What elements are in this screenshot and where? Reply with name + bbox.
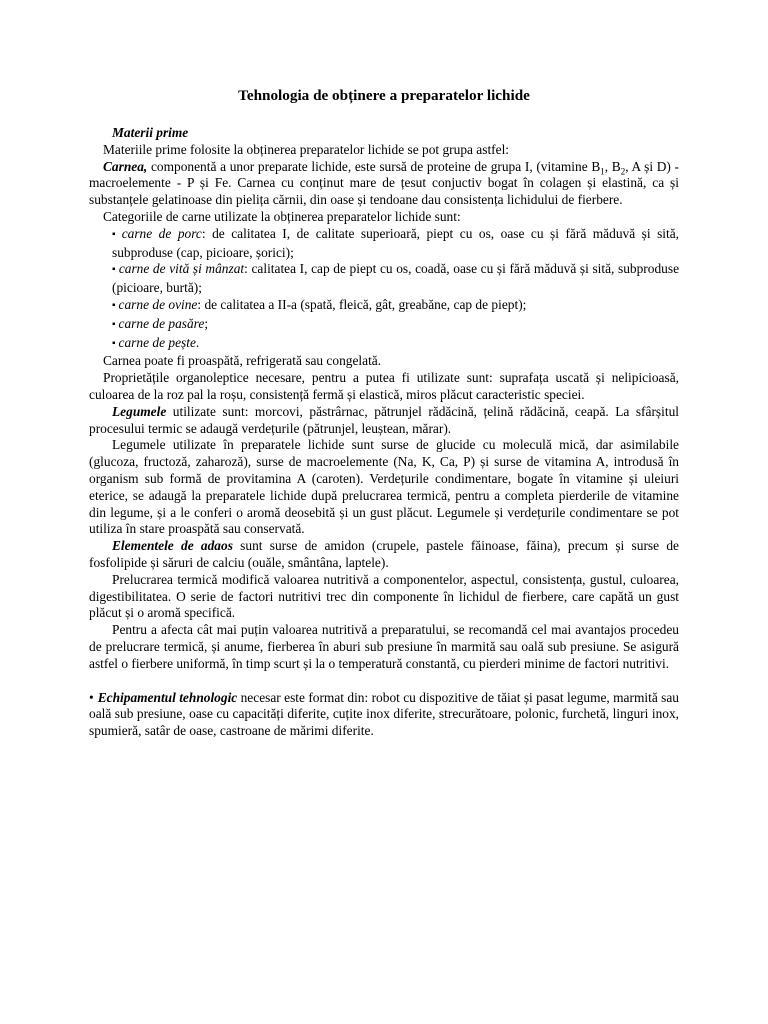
carnea-text-c: , A și D) - macroelemente - P și Fe. Carnea cu conținut mare de țesut conjuctiv bogat în colagen și elastină, ca și substanțele gelatinoase din pielița cărnii, din oase și tendoane dau consistența lichidului de fierbere. [89,158,680,208]
list-item-term: carne de pasăre [118,315,205,331]
paragraph-prelucrare-1: Prelucrarea termică modifică valoarea nutritivă a componentelor, aspectul, consistența, gustul, culoarea, digestibilitatea. O serie de factori nutritivi trec din componente în lichidul de fierbere, care capătă un gust plăcut și o aromă specifică. [89,571,679,621]
paragraph-categorii: Categoriile de carne utilizate la obținerea preparatelor lichide sunt: [103,208,461,224]
paragraph-legumele [89,404,679,438]
document-title: Tehnologia de obținere a preparatelor lichide [238,87,530,104]
paragraph-elemente [89,538,679,572]
carnea-text-a: componentă a unor preparate lichide, este sursă de proteine de grupa I, (vitamine B [147,158,601,174]
spacer [89,673,679,690]
list-item-text: . [195,334,200,350]
term-elemente: Elementele de adaos [112,538,233,554]
carnea-text-b: , B [604,158,621,174]
list-item-term: carne de ovine [118,296,198,312]
paragraph-proprietati: Proprietățile organoleptice necesare, pentru a putea fi utilizate sunt: suprafața uscată și nelipicioasă, culoarea de la roz pal la roșu, consistență fermă și elastică, miros plăcut caracteristic speciei. [89,370,679,402]
subscript-2: 2 [620,166,626,177]
subscript-1: 1 [600,166,605,177]
square-bullet-icon: ▪ [112,337,116,349]
square-bullet-icon: ▪ [112,264,116,276]
list-item-term: carne de pește [118,334,196,350]
list-item-term: carne de vită și mânzat [118,261,245,277]
paragraph-carnea [89,159,679,209]
paragraph-intro: Materiile prime folosite la obținerea preparatelor lichide se pot grupa astfel: [103,141,510,157]
paragraph-prelucrare-2: Pentru a afecta cât mai puțin valoarea nutritivă a preparatului, se recomandă cel mai avantajos procedeu de prelucrare termică, și anume, fierberea în aburi sub presiune în marmită sau oală sub presiune. Se asigură astfel o fierbere uniformă, în timp scurt și la o temperatură constantă, cu pierderi minime de factori nutritivi. [89,622,679,671]
bullet-icon: • [89,689,94,705]
elemente-text: sunt surse de amidon (crupele, pastele făinoase, făina), precum și surse de fosfolipide și săruri de calciu (ouăle, smântâna, laptele). [89,538,679,570]
list-item [89,316,679,335]
list-item [89,261,679,297]
document-body [89,125,679,740]
list-item [89,335,679,354]
list-item-term: carne de porc [121,225,202,241]
section-heading-materii-prime [89,125,679,142]
paragraph-carne-stare: Carnea poate fi proaspătă, refrigerată sau congelată. [103,353,382,369]
list-item [89,297,679,316]
list-item-text: : calitatea I, cap de piept cu os, coadă, oase cu și fără măduvă și sită, subproduse (picioare, burtă); [112,261,680,296]
list-item [89,226,679,262]
term-carnea: Carnea, [103,158,148,174]
list-item-text: ; [204,315,209,331]
term-legumele: Legumele [112,403,167,419]
square-bullet-icon: ▪ [112,299,116,311]
square-bullet-icon: ▪ [112,318,116,330]
paragraph-legumele-2: Legumele utilizate în preparatele lichide sunt surse de glucide cu moleculă mică, dar asimilabile (glucoza, fructoză, zaharoză), surse de macroelemente (Na, K, Ca, P) și surse de vitamina A, introdusă în organism sub formă de provitamina A (caroten). Verdețurile condimentare, bogate în vitamine și uleiuri eterice, se adaugă la preparatele lichide după prelucrarea termică, pentru a completa pierderile de vitamine din legume, și a le conferi o aromă deosebită și un gust plăcut. Legumele și verdețurile condimentare se pot utiliza în stare proaspătă sau conservată. [89,437,679,537]
legumele-text: utilizate sunt: morcovi, păstrârnac, pătrunjel rădăcină, țelină rădăcină, ceapă. La sfârșitul procesului termic se adaugă verdețurile (pătrunjel, leuștean, mărar). [89,403,679,436]
paragraph-echipament [89,690,679,740]
heading-text: Materii prime [112,125,189,140]
term-echipament: Echipamentul tehnologic [97,689,238,705]
list-item-text: : de calitatea a II-a (spată, fleică, gât, greabăne, cap de piept); [197,296,527,312]
square-bullet-icon: ▪ [112,228,119,240]
list-item-text: : de calitatea I, de calitate superioară, piept cu os, oase cu și fără măduvă și sită, subproduse (cap, picioare, șorici); [112,225,680,260]
echipament-text: necesar este format din: robot cu dispozitive de tăiat și pasat legume, marmită sau oală sub presiune, oase cu capacități diferite, cuțite inox diferite, strecurătoare, polonic, furchetă, linguri inox, spumieră, satâr de oase, castroane de mărimi diferite. [89,689,679,739]
